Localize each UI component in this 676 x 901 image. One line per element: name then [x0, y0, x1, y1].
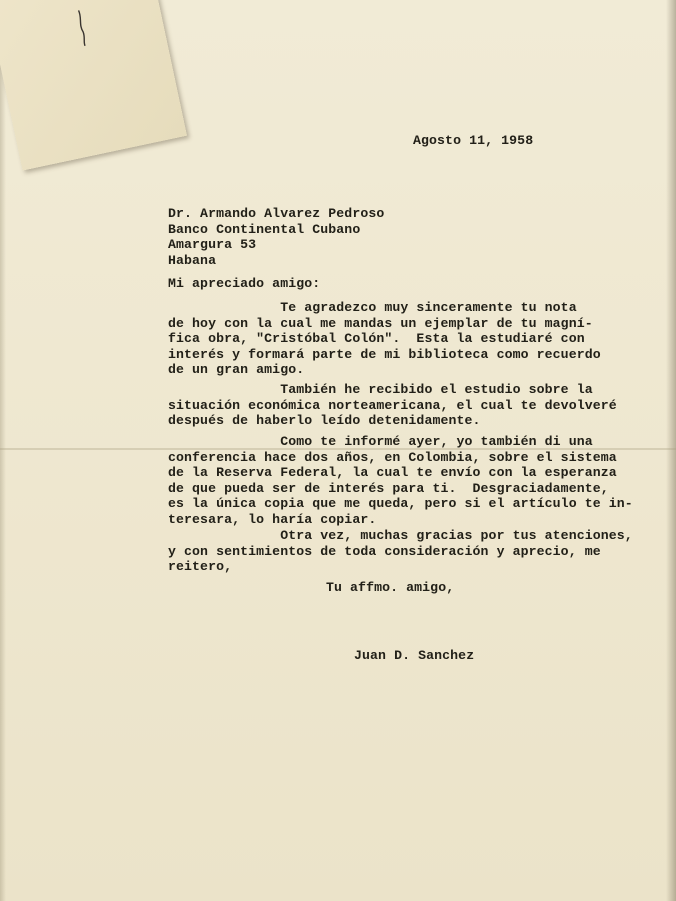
signature-name: Juan D. Sanchez [354, 648, 475, 663]
paragraph-line: situación económica norteamericana, el cual te devolveré [168, 397, 617, 413]
letter-date: Agosto 11, 1958 [413, 133, 534, 148]
folded-paper-tab [0, 0, 187, 171]
paragraph-3 [168, 434, 633, 528]
paper-edge-right [666, 0, 676, 901]
paragraph-1 [168, 300, 601, 378]
paragraph-line: interés y formará parte de mi biblioteca como recuerdo [168, 346, 601, 362]
paper-edge-left [0, 0, 6, 901]
salutation: Mi apreciado amigo: [168, 276, 321, 291]
paragraph-line: reitero, [168, 559, 233, 575]
recipient-line: Habana [168, 252, 217, 268]
paragraph-4 [168, 528, 633, 575]
paragraph-line: Como te informé ayer, yo también di una [168, 434, 593, 449]
paragraph-2 [168, 382, 617, 429]
paragraph-line: También he recibido el estudio sobre la [168, 382, 593, 397]
paragraph-line: de la Reserva Federal, la cual te envío con la esperanza [168, 465, 617, 481]
paragraph-line: después de haberlo leído detenidamente. [168, 413, 481, 429]
pencil-mark-icon [72, 7, 92, 49]
paragraph-line: conferencia hace dos años, en Colombia, sobre el sistema [168, 449, 617, 465]
recipient-address [168, 206, 384, 268]
paragraph-line: fica obra, "Cristóbal Colón". Esta la estudiaré con [168, 331, 585, 347]
closing: Tu affmo. amigo, [326, 580, 455, 595]
paragraph-line: de hoy con la cual me mandas un ejemplar de tu magní- [168, 315, 593, 331]
paragraph-line: Te agradezco muy sinceramente tu nota [168, 300, 577, 315]
recipient-line: Banco Continental Cubano [168, 221, 361, 237]
paragraph-line: de un gran amigo. [168, 362, 305, 378]
paragraph-line: Otra vez, muchas gracias por tus atenciones, [168, 528, 633, 543]
paragraph-line: y con sentimientos de toda consideración y aprecio, me [168, 543, 601, 559]
recipient-line: Amargura 53 [168, 237, 257, 253]
paragraph-line: de que pueda ser de interés para ti. Desgraciadamente, [168, 480, 609, 496]
paragraph-line: teresara, lo haría copiar. [168, 511, 377, 527]
paragraph-line: es la única copia que me queda, pero si el artículo te in- [168, 496, 633, 512]
recipient-line: Dr. Armando Alvarez Pedroso [168, 206, 385, 221]
